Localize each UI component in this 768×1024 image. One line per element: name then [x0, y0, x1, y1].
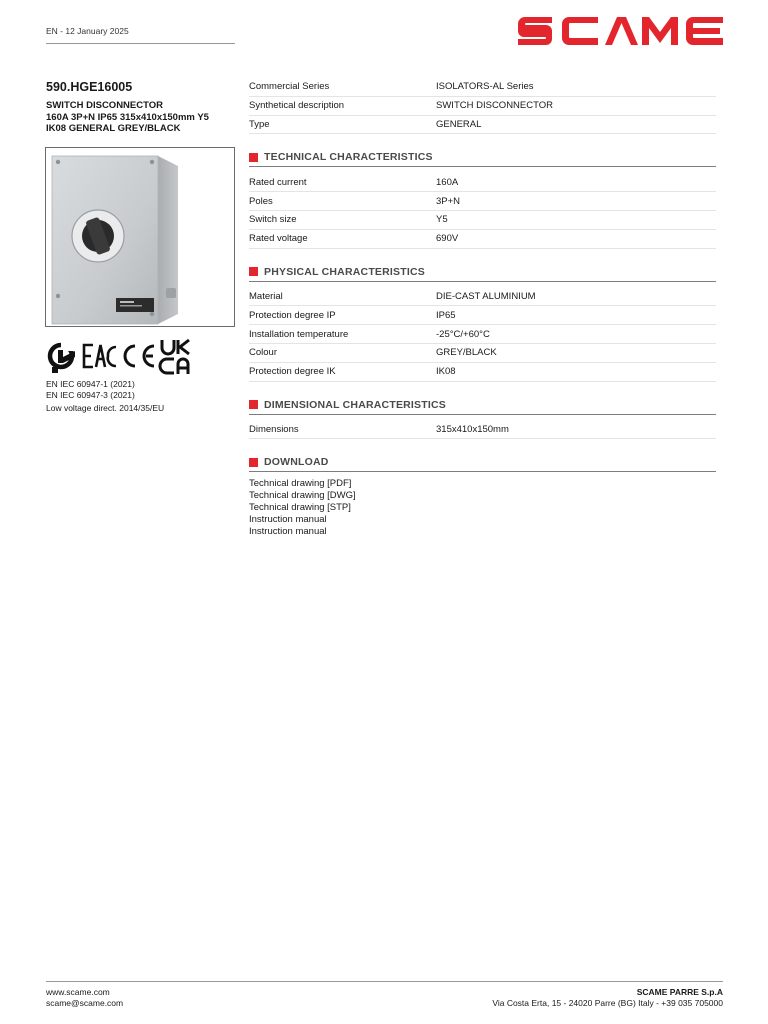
spec-value: 160A [436, 176, 459, 188]
product-summary [46, 80, 236, 135]
company-name: SCAME PARRE S.p.A [636, 987, 723, 997]
general-table [249, 78, 716, 134]
document-date: EN - 12 January 2025 [46, 26, 129, 36]
specifications [249, 78, 716, 538]
standard-item: EN IEC 60947-3 (2021) [46, 389, 135, 400]
red-square-icon [249, 267, 258, 276]
spec-row [249, 78, 716, 97]
standard-item: EN IEC 60947-1 (2021) [46, 379, 135, 389]
spec-key: Poles [249, 195, 273, 207]
download-link-manual[interactable]: Instruction manual [249, 526, 327, 538]
spec-value: IK08 [436, 366, 456, 378]
download-link-pdf[interactable]: Technical drawing [PDF] [249, 478, 352, 490]
spec-row [249, 173, 716, 192]
scame-logo [518, 16, 723, 46]
section-physical-header [249, 263, 716, 282]
company-address: Via Costa Erta, 15 - 24020 Parre (BG) Italy - +39 035 705000 [492, 997, 723, 1008]
spec-key: Colour [249, 347, 277, 359]
description-line: 160A 3P+N IP65 315x410x150mm Y5 [46, 111, 209, 123]
spec-key: Protection degree IP [249, 309, 336, 321]
imq-mark-icon [50, 342, 75, 373]
spec-value: 690V [436, 233, 459, 245]
footer-contacts [46, 987, 123, 1008]
footer-divider [46, 981, 723, 982]
spec-key: Rated voltage [249, 233, 308, 245]
spec-row [249, 211, 716, 230]
spec-value: 315x410x150mm [436, 423, 509, 435]
spec-row [249, 288, 716, 307]
spec-key: Material [249, 290, 283, 302]
spec-value: -25°C/+60°C [436, 328, 490, 340]
red-square-icon [249, 400, 258, 409]
section-title: DIMENSIONAL CHARACTERISTICS [264, 398, 446, 411]
spec-key: Synthetical description [249, 100, 345, 112]
spec-value: GENERAL [436, 118, 482, 130]
footer-email[interactable]: scame@scame.com [46, 997, 124, 1008]
physical-table [249, 288, 716, 382]
red-square-icon [249, 153, 258, 162]
download-link-manual[interactable]: Instruction manual [249, 514, 327, 526]
product-image [45, 147, 235, 327]
spec-value: 3P+N [436, 195, 461, 207]
spec-key: Switch size [249, 214, 297, 226]
spec-key: Commercial Series [249, 81, 330, 93]
section-title: TECHNICAL CHARACTERISTICS [264, 151, 433, 164]
ce-mark-icon [125, 346, 154, 366]
section-title: PHYSICAL CHARACTERISTICS [264, 265, 425, 278]
section-download-header [249, 453, 716, 472]
description-line: IK08 GENERAL GREY/BLACK [46, 123, 181, 134]
spec-value: ISOLATORS-AL Series [436, 81, 534, 93]
technical-table [249, 173, 716, 248]
product-code: 590.HGE16005 [46, 80, 133, 94]
spec-row [249, 116, 716, 135]
ukca-mark-icon [160, 340, 189, 374]
spec-value: GREY/BLACK [436, 347, 497, 359]
spec-row [249, 325, 716, 344]
spec-value: IP65 [436, 309, 456, 321]
spec-key: Rated current [249, 176, 307, 188]
spec-row [249, 306, 716, 325]
footer-company [492, 987, 723, 1008]
section-technical-header [249, 148, 716, 167]
description-line: SWITCH DISCONNECTOR [46, 100, 163, 111]
spec-row [249, 363, 716, 382]
spec-key: Type [249, 118, 270, 130]
footer-website[interactable]: www.scame.com [46, 987, 110, 997]
spec-key: Dimensions [249, 423, 299, 435]
certification-marks [46, 337, 196, 377]
eac-mark-icon [84, 345, 116, 367]
download-list [249, 478, 716, 538]
spec-row [249, 97, 716, 116]
dimensional-table [249, 421, 716, 440]
spec-value: DIE-CAST ALUMINIUM [436, 290, 536, 302]
spec-value: SWITCH DISCONNECTOR [436, 100, 553, 112]
spec-row [249, 344, 716, 363]
spec-row [249, 230, 716, 249]
spec-key: Protection degree IK [249, 366, 336, 378]
spec-row [249, 421, 716, 440]
product-description [46, 100, 236, 135]
directive-text: Low voltage direct. 2014/35/EU [46, 403, 165, 413]
download-link-stp[interactable]: Technical drawing [STP] [249, 502, 351, 514]
header-divider [46, 43, 235, 44]
switch-disconnector-image [46, 148, 234, 326]
section-title: DOWNLOAD [264, 456, 329, 469]
spec-row [249, 192, 716, 211]
spec-key: Installation temperature [249, 328, 349, 340]
download-link-dwg[interactable]: Technical drawing [DWG] [249, 490, 356, 502]
spec-value: Y5 [436, 214, 448, 226]
section-dimensional-header [249, 396, 716, 415]
standards-list [46, 379, 164, 414]
red-square-icon [249, 458, 258, 467]
